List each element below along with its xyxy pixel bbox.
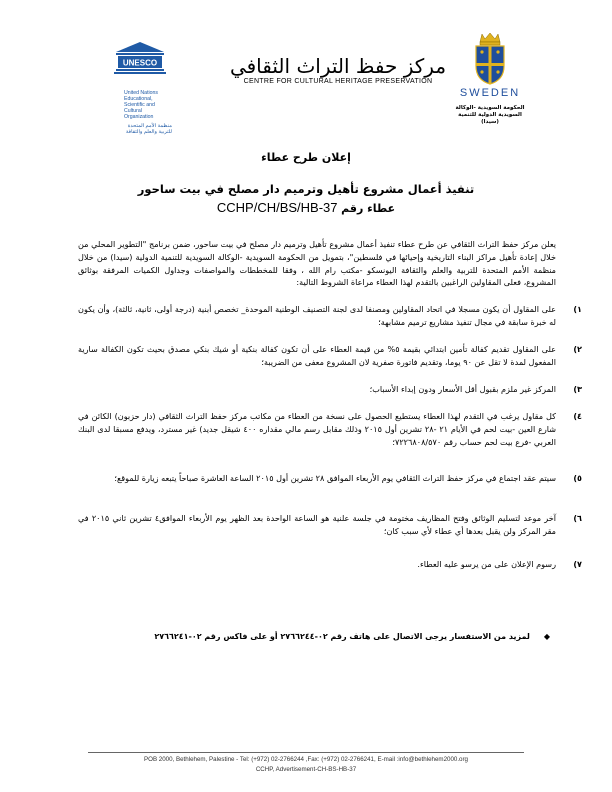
condition-item xyxy=(78,558,582,571)
unesco-ar-line: للتربية والعلم والثقافة xyxy=(125,129,172,135)
sweden-logo xyxy=(455,30,525,126)
project-title: تنفيذ أعمال مشروع تأهيل وترميم دار مصلح في بيت ساحور xyxy=(137,182,475,196)
sweden-arabic-caption xyxy=(455,105,525,126)
condition-item xyxy=(78,472,582,485)
unesco-en-line: Educational, Scientific and xyxy=(124,96,155,108)
cchp-arabic-name: مركز حفظ التراث الثقافي xyxy=(229,54,447,78)
announcement-heading: إعلان طرح عطاء xyxy=(261,151,351,164)
tender-code: CCHP/CH/BS/HB-37 xyxy=(216,200,338,215)
condition-text: سيتم عقد اجتماع في مركز حفظ التراث الثقافي يوم الأربعاء الموافق ٢٨ تشرين أول ٢٠١٥ الساعة العاشرة صباحاً يتبعه زيارة للموقع؛ xyxy=(114,473,556,483)
condition-number: ١) xyxy=(573,304,582,314)
condition-text: على المقاول أن يكون مسجلا في اتحاد المقاولين ومصنفا لدى لجنة التصنيف الوطنية الموحدة_ تخصص أبنية (درجة أولى، ثانية، ثالثة)، وأن يكون له خبرة سابقة في مجال تنفيذ مشاريع ترميم مشابهة؛ xyxy=(78,304,556,327)
condition-text: كل مقاول يرغب في التقدم لهذا العطاء يستطيع الحصول على نسخة من العطاء من مكاتب مركز حفظ التراث الثقافي (دار حزبون) الكائن في شارع العين -بيت لحم في الأيام ٢١ -٢٨ تشرين أول ٢٠١٥ وذلك مقابل رسم مالي مقداره ٤٠٠ شيقل جديد) غير مسترد، ويدفع مسبقا لدى البنك العربي -فرع بيت لحم حساب رقم ٧٢٢٦٨٠٨/٥٧٠؛ xyxy=(78,411,557,447)
tender-number xyxy=(0,200,612,215)
condition-item xyxy=(78,383,582,396)
inquiry-line xyxy=(140,632,550,641)
sweden-ar-line: السويدية الدولية للتنمية (سيدا) xyxy=(458,112,522,125)
footer-address: POB 2000, Bethlehem, Palestine - Tel: (+972) 02-2766244 ,Fax: (+972) 02-2766241, E-mail :info@bethlehem2000.org xyxy=(144,756,468,763)
condition-number: ٢) xyxy=(573,344,582,354)
condition-number: ٣) xyxy=(573,384,582,394)
sweden-ar-line: الحكومة السويدية -الوكالة xyxy=(455,105,525,111)
cchp-logo xyxy=(228,55,448,95)
footer-divider xyxy=(88,752,524,753)
condition-number: ٧) xyxy=(573,559,582,569)
diamond-bullet-icon: ◆ xyxy=(543,632,550,641)
condition-number: ٦) xyxy=(573,513,582,523)
unesco-logo xyxy=(112,40,172,135)
unesco-ar-line: منظمة الأمم المتحدة xyxy=(127,123,172,129)
condition-text: آخر موعد لتسليم الوثائق وفتح المظاريف مختومة في جلسة علنية هو الساعة الواحدة بعد الظهر يوم الأربعاء الموافق٤ تشرين ثاني ٢٠١٥ في مقر المركز ولن يقبل بعدها أي عطاء لأي سبب كان؛ xyxy=(78,513,556,536)
sweden-wordmark: SWEDEN xyxy=(459,87,521,99)
unesco-logo-word: UNESCO xyxy=(122,58,158,68)
footer-reference: CCHP, Advertisement-CH-BS-HB-37 xyxy=(255,766,357,773)
inquiry-text: لمزيد من الاستفسار يرجى الاتصال على هاتف رقم ٠٢-٢٧٦٦٢٤٤ أو على فاكس رقم ٠٢-٢٧٦٦٢٤١ xyxy=(154,632,530,641)
tender-prefix: عطاء رقم xyxy=(341,202,396,215)
condition-text: المركز غير ملزم بقبول أقل الأسعار ودون إبداء الأسباب؛ xyxy=(369,384,556,394)
unesco-caption xyxy=(112,90,172,135)
sweden-crown-crest-icon xyxy=(470,30,510,86)
condition-item xyxy=(78,512,582,538)
cchp-english-name: CENTRE FOR CULTURAL HERITAGE PRESERVATION xyxy=(243,78,433,85)
condition-number: ٤) xyxy=(573,411,582,421)
unesco-en-line: Cultural Organization xyxy=(124,108,154,120)
intro-paragraph: يعلن مركز حفظ التراث الثقافي عن طرح عطاء تنفيذ أعمال مشروع تأهيل وترميم دار مصلح في بيت ساحور، ضمن برنامج "التطوير المحلي من خلال إعادة تأهيل مراكز البناء التاريخية وإحيائها في فلسطين"، بتمويل من الحكومة السويدية -الوكالة السويدية للتنمية الدولية (سيدا) من خلال منظمة الأمم المتحدة للتربية والعلم والثقافة اليونسكو -مكتب رام الله ، وفقا للمخططات والمواصفات وجداول الكميات المرفقة بوثائق المشروع، فعلى المقاولين الراغبين بالتقدم لهذا العطاء مراعاة الشروط التالية: xyxy=(78,239,556,288)
condition-item xyxy=(78,410,582,449)
condition-text: رسوم الإعلان على من يرسو عليه العطاء. xyxy=(417,559,556,569)
unesco-en-line: United Nations xyxy=(124,90,159,96)
condition-number: ٥) xyxy=(573,473,582,483)
condition-text: على المقاول تقديم كفالة تأمين ابتدائي بقيمة ٥% من قيمة العطاء على أن تكون كفالة بنكية أو شيك بنكي مصدق بحيث تكون الكفالة سارية المفعول لمدة لا تقل عن ٩٠ يوما، وتقديم فاتورة صفرية لان المشروع معفى من الضريبة؛ xyxy=(78,344,556,367)
condition-item xyxy=(78,343,582,369)
unesco-temple-icon xyxy=(112,40,168,76)
condition-item xyxy=(78,303,582,329)
